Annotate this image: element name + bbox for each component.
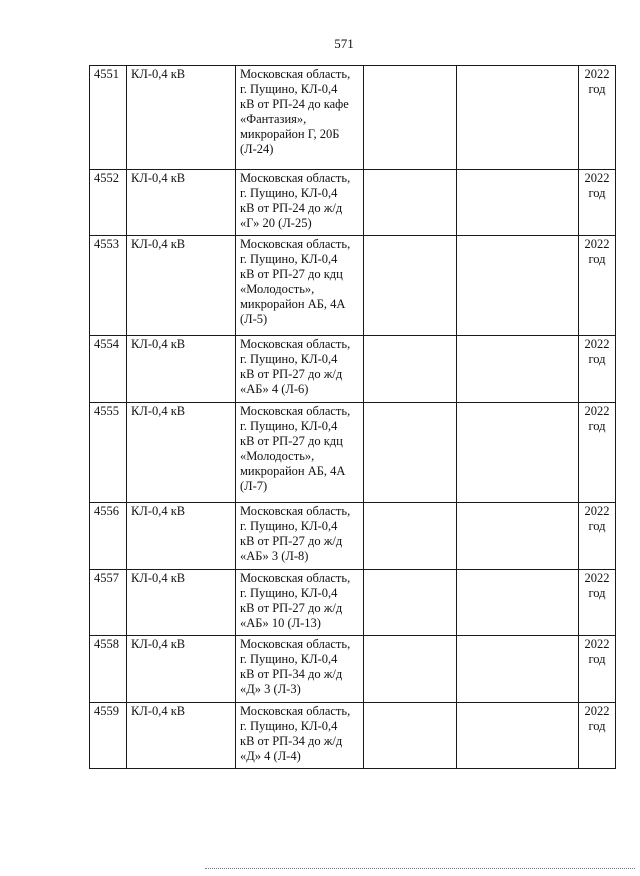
table-row xyxy=(90,170,616,236)
cell-address: Московская область, г. Пущино, КЛ-0,4 кВ от РП-34 до ж/д «Д» 3 (Л-3) xyxy=(236,636,364,703)
cell-address: Московская область, г. Пущино, КЛ-0,4 кВ от РП-24 до кафе «Фантазия», микрорайон Г, 20Б (Л-24) xyxy=(236,66,364,170)
cell-address: Московская область, г. Пущино, КЛ-0,4 кВ от РП-27 до ж/д «АБ» 4 (Л-6) xyxy=(236,336,364,403)
cell-empty-col4 xyxy=(364,236,457,336)
cell-address: Московская область, г. Пущино, КЛ-0,4 кВ от РП-27 до ж/д «АБ» 10 (Л-13) xyxy=(236,570,364,636)
cell-empty-col5 xyxy=(457,66,579,170)
cell-number: 4556 xyxy=(90,503,127,570)
year-text: 2022 год xyxy=(584,337,610,366)
cell-address: Московская область, г. Пущино, КЛ-0,4 кВ от РП-24 до ж/д «Г» 20 (Л-25) xyxy=(236,170,364,236)
page-number: 571 xyxy=(334,36,354,51)
cell-object-type: КЛ-0,4 кВ xyxy=(127,636,236,703)
cell-year xyxy=(579,170,616,236)
registry-table xyxy=(89,65,616,769)
cell-object-type: КЛ-0,4 кВ xyxy=(127,570,236,636)
cell-year xyxy=(579,703,616,769)
cell-empty-col5 xyxy=(457,570,579,636)
cell-address: Московская область, г. Пущино, КЛ-0,4 кВ от РП-27 до кдц «Молодость», микрорайон АБ, 4А (Л-5) xyxy=(236,236,364,336)
table-row xyxy=(90,236,616,336)
cell-object-type: КЛ-0,4 кВ xyxy=(127,336,236,403)
year-text: 2022 год xyxy=(584,504,610,533)
year-text: 2022 год xyxy=(584,637,610,666)
cell-number: 4552 xyxy=(90,170,127,236)
year-text: 2022 год xyxy=(584,571,610,600)
cell-address: Московская область, г. Пущино, КЛ-0,4 кВ от РП-34 до ж/д «Д» 4 (Л-4) xyxy=(236,703,364,769)
cell-year xyxy=(579,236,616,336)
table-row xyxy=(90,403,616,503)
cell-number: 4558 xyxy=(90,636,127,703)
year-text: 2022 год xyxy=(584,704,610,733)
cell-year xyxy=(579,570,616,636)
year-text: 2022 год xyxy=(584,237,610,266)
cell-number: 4557 xyxy=(90,570,127,636)
cell-empty-col5 xyxy=(457,503,579,570)
cell-object-type: КЛ-0,4 кВ xyxy=(127,703,236,769)
year-text: 2022 год xyxy=(584,67,610,96)
cell-empty-col5 xyxy=(457,336,579,403)
cell-empty-col4 xyxy=(364,403,457,503)
cell-empty-col5 xyxy=(457,236,579,336)
table-row xyxy=(90,636,616,703)
cell-year xyxy=(579,336,616,403)
year-text: 2022 год xyxy=(584,171,610,200)
table-row xyxy=(90,703,616,769)
cell-year xyxy=(579,403,616,503)
cell-year xyxy=(579,636,616,703)
cell-number: 4553 xyxy=(90,236,127,336)
cell-object-type: КЛ-0,4 кВ xyxy=(127,503,236,570)
cell-object-type: КЛ-0,4 кВ xyxy=(127,66,236,170)
cell-empty-col4 xyxy=(364,336,457,403)
table-row xyxy=(90,570,616,636)
cell-empty-col4 xyxy=(364,170,457,236)
cell-empty-col5 xyxy=(457,403,579,503)
cell-number: 4559 xyxy=(90,703,127,769)
cell-number: 4551 xyxy=(90,66,127,170)
cell-empty-col4 xyxy=(364,570,457,636)
cell-empty-col5 xyxy=(457,703,579,769)
cell-number: 4554 xyxy=(90,336,127,403)
cell-number: 4555 xyxy=(90,403,127,503)
footer-divider xyxy=(205,868,635,869)
cell-address: Московская область, г. Пущино, КЛ-0,4 кВ от РП-27 до ж/д «АБ» 3 (Л-8) xyxy=(236,503,364,570)
table-row xyxy=(90,503,616,570)
cell-year xyxy=(579,503,616,570)
cell-empty-col4 xyxy=(364,703,457,769)
cell-object-type: КЛ-0,4 кВ xyxy=(127,236,236,336)
cell-object-type: КЛ-0,4 кВ xyxy=(127,403,236,503)
cell-empty-col5 xyxy=(457,636,579,703)
cell-object-type: КЛ-0,4 кВ xyxy=(127,170,236,236)
cell-empty-col4 xyxy=(364,503,457,570)
cell-empty-col4 xyxy=(364,66,457,170)
table-row xyxy=(90,66,616,170)
cell-empty-col4 xyxy=(364,636,457,703)
cell-year xyxy=(579,66,616,170)
cell-empty-col5 xyxy=(457,170,579,236)
year-text: 2022 год xyxy=(584,404,610,433)
cell-address: Московская область, г. Пущино, КЛ-0,4 кВ от РП-27 до кдц «Молодость», микрорайон АБ, 4А (Л-7) xyxy=(236,403,364,503)
table-row xyxy=(90,336,616,403)
